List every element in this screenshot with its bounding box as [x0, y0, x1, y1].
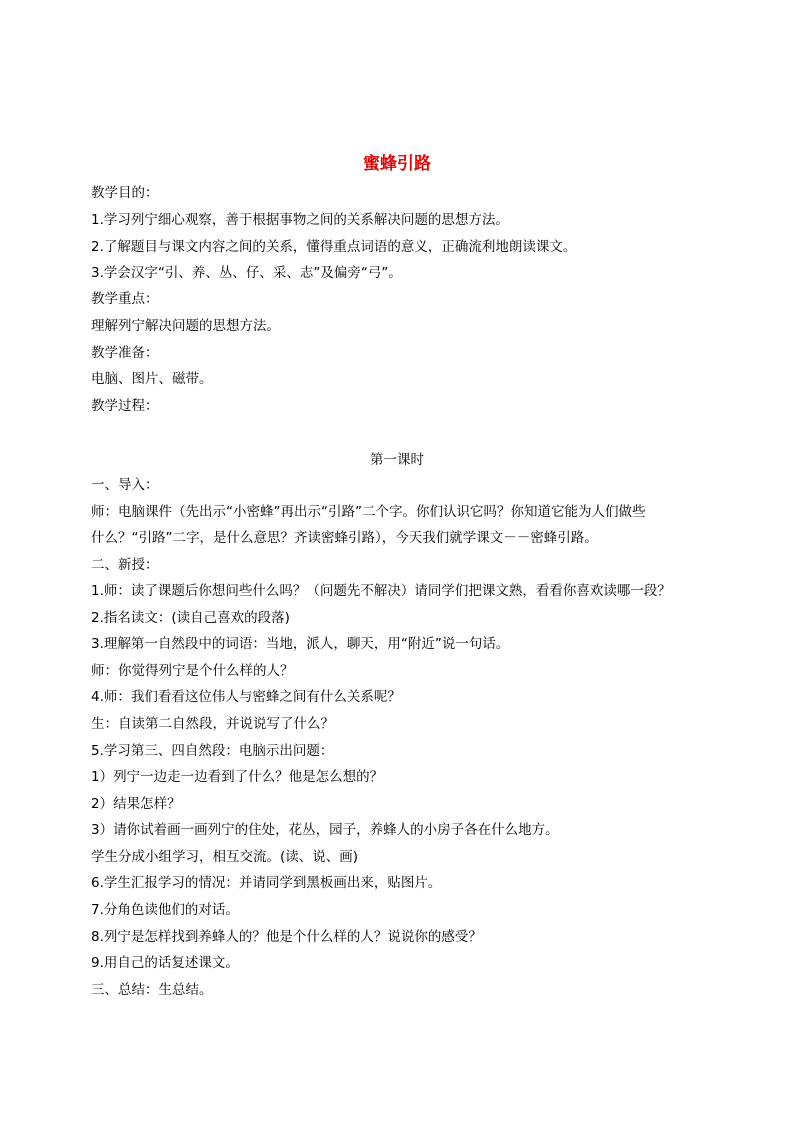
- paragraph-line: 1）列宁一边走一边看到了什么？他是怎么想的？: [91, 769, 384, 785]
- lesson-title: 第一课时: [370, 452, 424, 468]
- teaching-prep-text: 电脑、图片、磁带。: [91, 371, 213, 387]
- paragraph-line: 6.学生汇报学习的情况：并请同学到黑板画出来，贴图片。: [91, 875, 442, 891]
- paragraph-line: 师：电脑课件（先出示“小密蜂”再出示“引路”二个字。你们认识它吗？你知道它能为人们做些: [91, 504, 646, 520]
- paragraph-line: 生：自读第二自然段，并说说写了什么？: [91, 716, 334, 732]
- paragraph-line: 师：你觉得列宁是个什么样的人？: [91, 663, 294, 679]
- paragraph-line: 5.学习第三、四自然段：电脑示出问题：: [91, 743, 334, 759]
- goal-item-2: 2.了解题目与课文内容之间的关系，懂得重点词语的意义，正确流利地朗读课文。: [91, 239, 577, 255]
- paragraph-line: 2.指名读文：(读自己喜欢的段落): [91, 610, 290, 626]
- section-summary-heading: 三、总结：生总结。: [91, 982, 213, 998]
- heading-teaching-goals: 教学目的：: [91, 185, 159, 201]
- paragraph-line: 3）请你试着画一画列宁的住处，花丛，园子，养蜂人的小房子各在什么地方。: [91, 822, 559, 838]
- paragraph-line: 7.分角色读他们的对话。: [91, 902, 239, 918]
- goal-item-1: 1.学习列宁细心观察，善于根据事物之间的关系解决问题的思想方法。: [91, 212, 509, 228]
- section-intro-heading: 一、导入：: [91, 477, 159, 493]
- paragraph-line: 学生分成小组学习，相互交流。(读、说、画): [91, 849, 359, 865]
- paragraph-line: 2）结果怎样？: [91, 796, 181, 812]
- goal-item-3: 3.学会汉字“引、养、丛、仔、采、志”及偏旁“弓”。: [91, 265, 402, 281]
- paragraph-line: 什么？“引路”二字，是什么意思？齐读密蜂引路），今天我们就学课文－－密蜂引路。: [91, 530, 598, 546]
- section-new-heading: 二、新授：: [91, 557, 159, 573]
- heading-teaching-focus: 教学重点：: [91, 291, 159, 307]
- teaching-focus-text: 理解列宁解决问题的思想方法。: [91, 318, 280, 334]
- paragraph-line: 8.列宁是怎样找到养蜂人的？他是个什么样的人？说说你的感受？: [91, 929, 482, 945]
- paragraph-line: 1.师：读了课题后你想问些什么吗？（问题先不解决）请同学们把课文熟，看看你喜欢读哪一段？: [91, 583, 671, 599]
- paragraph-line: 4.师：我们看看这位伟人与密蜂之间有什么关系呢？: [91, 689, 401, 705]
- heading-teaching-prep: 教学准备：: [91, 345, 159, 361]
- document-title: 蜜蜂引路: [363, 154, 431, 174]
- paragraph-line: 9.用自己的话复述课文。: [91, 955, 239, 971]
- paragraph-line: 3.理解第一自然段中的词语：当地，派人，聊天，用“附近”说一句话。: [91, 636, 510, 652]
- heading-teaching-process: 教学过程：: [91, 398, 159, 414]
